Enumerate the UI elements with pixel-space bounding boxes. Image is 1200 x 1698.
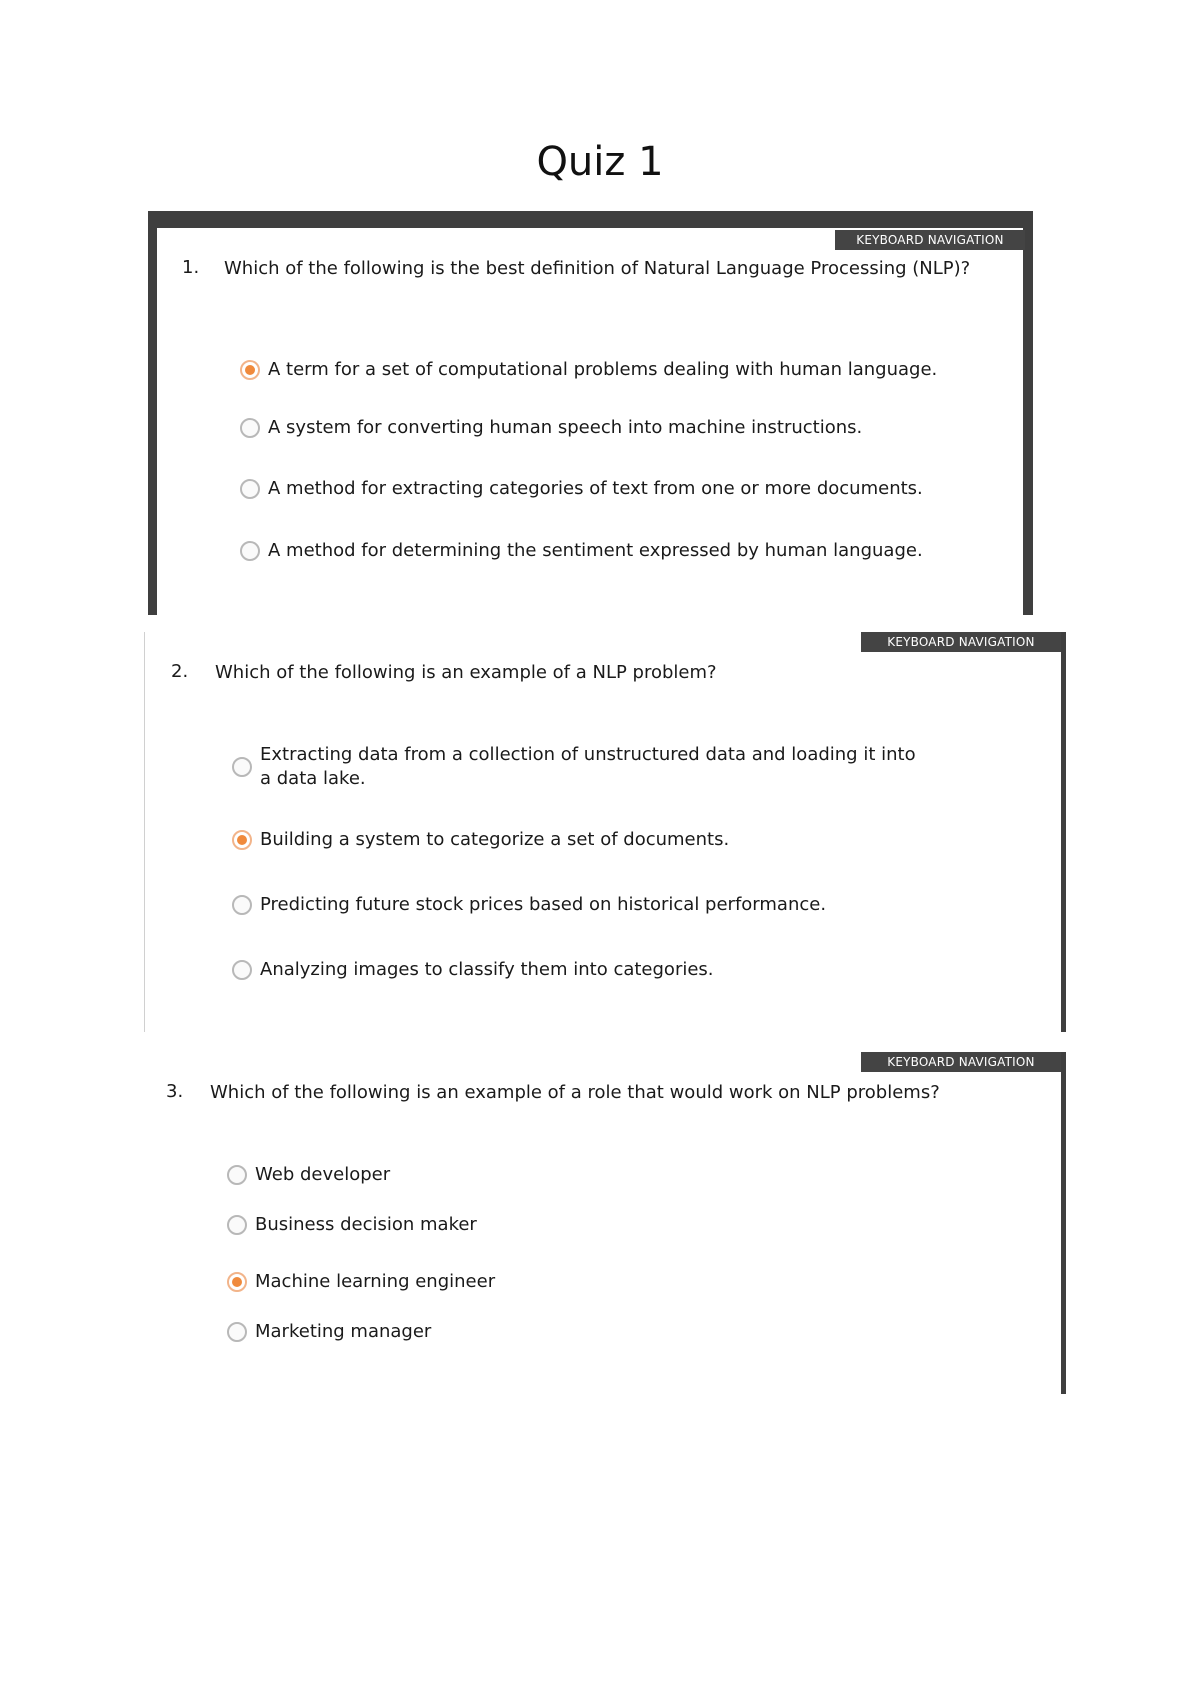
option-label: Analyzing images to classify them into categories.	[260, 959, 714, 980]
q3-option-4[interactable]	[227, 1320, 431, 1344]
option-label: A method for determining the sentiment expressed by human language.	[268, 540, 923, 561]
radio-icon[interactable]	[227, 1215, 247, 1235]
option-label: Machine learning engineer	[255, 1271, 496, 1292]
option-label: Web developer	[255, 1164, 391, 1185]
radio-selected-icon[interactable]	[227, 1272, 247, 1292]
radio-selected-icon[interactable]	[232, 830, 252, 850]
radio-icon[interactable]	[227, 1165, 247, 1185]
radio-icon[interactable]	[240, 541, 260, 561]
option-label: Predicting future stock prices based on historical performance.	[260, 894, 827, 915]
radio-icon[interactable]	[240, 418, 260, 438]
q1-option-2[interactable]	[240, 416, 862, 440]
option-label: A system for converting human speech into machine instructions.	[268, 417, 863, 438]
page-title: Quiz 1	[536, 139, 664, 185]
keyboard-navigation-button-1[interactable]: KEYBOARD NAVIGATION	[835, 230, 1025, 250]
radio-icon[interactable]	[232, 757, 252, 777]
q1-option-4[interactable]	[240, 539, 923, 563]
q3-option-1[interactable]	[227, 1163, 390, 1187]
option-label: A method for extracting categories of text from one or more documents.	[268, 478, 923, 499]
option-label: Business decision maker	[255, 1214, 477, 1235]
radio-icon[interactable]	[240, 479, 260, 499]
radio-icon[interactable]	[227, 1322, 247, 1342]
keyboard-navigation-button-2[interactable]: KEYBOARD NAVIGATION	[861, 632, 1061, 652]
option-label: Extracting data from a collection of unstructured data and loading it into a data lake.	[260, 744, 916, 789]
q1-option-1[interactable]	[240, 358, 937, 382]
question-1-number: 1.	[182, 257, 200, 278]
radio-icon[interactable]	[232, 960, 252, 980]
q2-option-4[interactable]	[232, 958, 714, 982]
q1-option-3[interactable]	[240, 477, 923, 501]
q2-option-1[interactable]	[232, 743, 920, 791]
keyboard-navigation-button-3[interactable]: KEYBOARD NAVIGATION	[861, 1052, 1061, 1072]
option-label: A term for a set of computational problems dealing with human language.	[268, 359, 938, 380]
q2-option-2[interactable]	[232, 828, 729, 852]
question-3-number: 3.	[166, 1081, 184, 1102]
q3-option-2[interactable]	[227, 1213, 477, 1237]
q2-option-3[interactable]	[232, 893, 826, 917]
question-2-text: Which of the following is an example of a NLP problem?	[215, 662, 717, 683]
question-3-text: Which of the following is an example of a role that would work on NLP problems?	[210, 1082, 940, 1103]
radio-selected-icon[interactable]	[240, 360, 260, 380]
question-1-text: Which of the following is the best definition of Natural Language Processing (NLP)?	[224, 258, 971, 279]
q3-option-3[interactable]	[227, 1270, 495, 1294]
question-2-number: 2.	[171, 661, 189, 682]
radio-icon[interactable]	[232, 895, 252, 915]
option-label: Building a system to categorize a set of documents.	[260, 829, 730, 850]
option-label: Marketing manager	[255, 1321, 432, 1342]
